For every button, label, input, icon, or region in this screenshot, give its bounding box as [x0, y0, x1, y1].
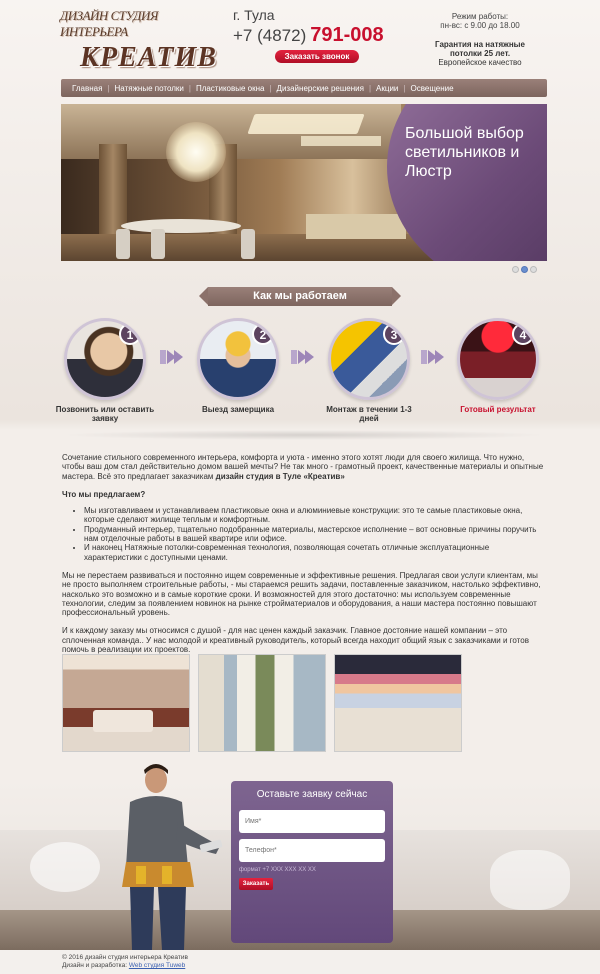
paragraph: Мы не перестаем развиваться и постоянно ищем современные и эффективные решения. Предлагая свои услуги клиентам, мы не просто выполняем строительные работы, - мы стараемся решить задачи, поставленные заказчиком, настолько эффективно, насколько это возможно и в самые короткие сроки. И возможностей для этого достаточно: мы используем современные технологии, следим за появлением новинок на рынке стройматериалов и оборудования, а наши мастера постоянно повышают профессиональный уровень. — [62, 570, 541, 618]
gallery-photo-windows[interactable] — [198, 654, 326, 752]
list-item: • Мы изготавливаем и устанавливаем пластиковые окна и алюминиевые конструкции: это те самые пластиковые окна, которые сделают жилище теплым и комфортным. — [84, 506, 546, 525]
step-number: 3 — [383, 323, 405, 345]
banner-photo-light — [247, 114, 364, 134]
logo-title: КРЕАТИВ — [80, 42, 217, 73]
guarantee-title: Гарантия на натяжные потолки 25 лет. — [435, 40, 525, 58]
step-caption: Выезд замерщика — [201, 405, 275, 414]
banner-photo-chair — [241, 229, 255, 259]
banner-photo-counter — [306, 214, 406, 239]
section-title-how-we-work: Как мы работаем — [208, 287, 392, 306]
worker-image — [118, 762, 228, 950]
step-caption: Позвонить или оставить заявку — [55, 405, 155, 423]
logo-tagline: ДИЗАЙН СТУДИЯ ИНТЕРЬЕРА — [60, 8, 158, 39]
step-photo-result — [457, 318, 539, 400]
developer-credit: Дизайн и разработка: Web студия Tuweb — [62, 962, 186, 969]
step-3 — [319, 318, 419, 423]
gallery-photo-bedroom[interactable] — [62, 654, 190, 752]
step-4 — [448, 318, 548, 414]
intro-paragraph: Сочетание стильного современного интерьера, комфорта и уюта - именно этого хотят люди для своего жилища. Что нужно, чтобы ваш дом стал действительно домом вашей мечты? Не так много - грамотный проект, качественные материалы и опытные мастера. Всё это предлагает заказчикам дизайн студия в Тулe «Креатив» — [62, 453, 544, 481]
step-caption: Монтаж в течении 1-3 дней — [326, 405, 412, 423]
nav-separator: | — [368, 83, 372, 93]
intro-bold: дизайн студия в Тулe «Креатив» — [215, 471, 345, 481]
step-arrow-icon — [160, 350, 190, 366]
slider-dot[interactable] — [512, 266, 519, 273]
nav-item-lighting[interactable]: Освещение — [410, 83, 454, 93]
nav-item-stretch-ceilings[interactable]: Натяжные потолки — [114, 83, 184, 93]
offer-list — [84, 506, 546, 562]
nav-item-plastic-windows[interactable]: Пластиковые окна — [195, 83, 265, 93]
footer — [0, 950, 600, 974]
phone[interactable] — [233, 24, 384, 47]
submit-button[interactable]: Заказать — [239, 878, 273, 890]
banner-text: Большой выбор светильников и Люстр — [405, 125, 524, 180]
banner-photo-chair — [116, 229, 130, 259]
photo-gallery — [62, 654, 548, 752]
nav-separator: | — [188, 83, 191, 93]
nav-item-promo[interactable]: Акции — [376, 83, 399, 93]
name-input[interactable] — [239, 810, 385, 833]
step-photo-install — [328, 318, 410, 400]
step-number: 4 — [512, 323, 534, 345]
step-arrow-icon — [291, 350, 321, 366]
step-photo-measurer — [197, 318, 279, 400]
slider-dot[interactable] — [530, 266, 537, 273]
nav-separator: | — [269, 83, 272, 93]
gallery-photo-ceiling[interactable] — [334, 654, 462, 752]
main-content — [62, 453, 546, 663]
step-1 — [55, 318, 155, 423]
working-hours — [420, 12, 540, 30]
form-title: Оставьте заявку сейчас — [256, 789, 368, 800]
phone-number: 791-008 — [310, 24, 384, 46]
main-nav — [61, 79, 547, 97]
phone-format-hint: формат +7 XXX XXX XX XX — [239, 867, 316, 873]
city-label: г. Тула — [233, 7, 275, 23]
step-2 — [188, 318, 288, 414]
step-arrow-icon — [421, 350, 451, 366]
copyright: © 2016 дизайн студия интерьера Креатив — [62, 954, 188, 961]
phone-prefix: +7 (4872) — [233, 26, 307, 45]
developer-link[interactable]: Web студия Tuweb — [128, 962, 186, 969]
step-number: 2 — [252, 323, 274, 345]
paragraph: И к каждому заказу мы относимся с душой - для нас ценен каждый заказчик. Главное достояние нашей компании – это сплоченная команда.. У нас молодой и креативный руководитель, который всегда находит общий язык с заказчиками и готов помочь в реализации их проектов. — [62, 626, 529, 655]
banner-photo-chair — [151, 229, 165, 259]
step-number: 1 — [119, 323, 141, 345]
list-item: • Продуманный интерьер, тщательно подобранные материалы, мастерское исполнение – вот основные причины поручить нам отделочные работы в вашей квартире или офисе. — [84, 525, 546, 544]
phone-input[interactable] — [239, 839, 385, 862]
step-photo-call — [64, 318, 146, 400]
slider-dots — [512, 266, 537, 273]
nav-separator: | — [107, 83, 110, 93]
hero-banner[interactable] — [61, 104, 547, 261]
step-caption: Готовый результат — [460, 405, 536, 414]
hours-value: пн-вс: с 9.00 до 18.00 — [440, 21, 520, 30]
offer-heading: Что мы предлагаем? — [62, 489, 146, 499]
nav-separator: | — [403, 83, 406, 93]
request-form — [231, 781, 393, 943]
banner-photo-table — [121, 219, 241, 233]
guarantee-subtitle: Европейское качество — [438, 58, 522, 67]
nav-item-design[interactable]: Дизайнерские решения — [276, 83, 364, 93]
guarantee — [420, 40, 540, 67]
logo[interactable] — [60, 8, 217, 73]
hours-title: Режим работы: — [451, 12, 509, 21]
slider-dot-active[interactable] — [521, 266, 528, 273]
banner-photo-light — [301, 136, 381, 146]
nav-item-home[interactable]: Главная — [72, 83, 103, 93]
chandelier-image — [166, 122, 226, 182]
header — [0, 0, 600, 78]
list-item: • И наконец Натяжные потолки-современная технология, позволяющая сочетать отличные эксплуатационные характеристики с доступными ценами. — [84, 543, 546, 562]
work-steps — [55, 318, 555, 428]
callback-button[interactable]: Заказать звонок — [275, 50, 359, 63]
section-divider — [60, 430, 548, 440]
